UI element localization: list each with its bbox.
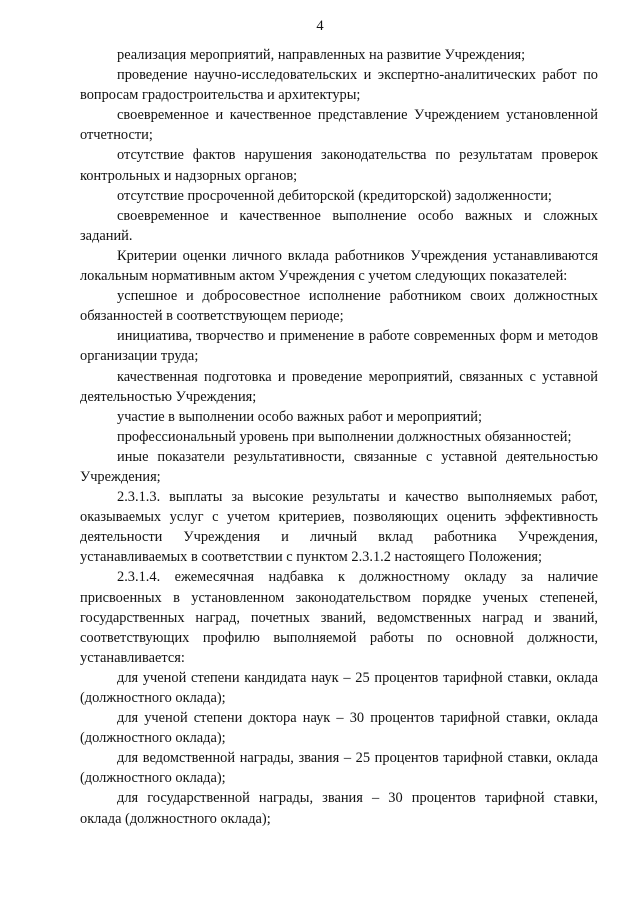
paragraph-7: Критерии оценки личного вклада работников Учреждения устанавливаются локальным нормативным актом Учреждения с учетом следующих показателей: xyxy=(80,247,598,285)
paragraph-12: профессиональный уровень при выполнении должностных обязанностей; xyxy=(117,428,572,445)
paragraph-6: своевременное и качественное выполнение особо важных и сложных заданий. xyxy=(80,207,598,244)
paragraph-17: для ученой степени доктора наук – 30 процентов тарифной ставки, оклада (должностного оклада); xyxy=(80,710,598,747)
paragraph-8: успешное и добросовестное исполнение работником своих должностных обязанностей в соответствующем периоде; xyxy=(80,288,598,325)
paragraph-2: проведение научно-исследовательских и экспертно-аналитических работ по вопросам градостроительства и архитектуры; xyxy=(80,67,598,104)
page-number: 4 xyxy=(316,18,324,34)
paragraph-15: 2.3.1.4. ежемесячная надбавка к должностному окладу за наличие присвоенных в установленном законодательством порядке ученых степеней, государственных наград, почетных званий, ведомственных наград и званий, соответствующих профилю выполняемой работы по основной должности, устанавливается: xyxy=(80,569,598,666)
paragraph-14: 2.3.1.3. выплаты за высокие результаты и качество выполняемых работ, оказываемых услуг с учетом критериев, позволяющих оценить эффективность деятельности Учреждения и личный вклад работника Учреждения, устанавливаемых в соответствии с пунктом 2.3.1.2 настоящего Положения; xyxy=(80,489,598,566)
paragraph-18: для ведомственной награды, звания – 25 процентов тарифной ставки, оклада (должностного оклада); xyxy=(80,750,598,787)
paragraph-5: отсутствие просроченной дебиторской (кредиторской) задолженности; xyxy=(117,187,552,204)
paragraph-10: качественная подготовка и проведение мероприятий, связанных с уставной деятельностью Учреждения; xyxy=(80,368,598,405)
paragraph-16: для ученой степени кандидата наук – 25 процентов тарифной ставки, оклада (должностного оклада); xyxy=(80,669,598,706)
paragraph-11: участие в выполнении особо важных работ и мероприятий; xyxy=(117,408,482,425)
paragraph-9: инициатива, творчество и применение в работе современных форм и методов организации труда; xyxy=(80,328,598,365)
paragraph-1: реализация мероприятий, направленных на развитие Учреждения; xyxy=(117,47,526,63)
paragraph-13: иные показатели результативности, связанные с уставной деятельностью Учреждения; xyxy=(80,448,598,485)
paragraph-4: отсутствие фактов нарушения законодательства по результатам проверок контрольных и надзорных органов; xyxy=(80,147,598,184)
paragraph-19: для государственной награды, звания – 30 процентов тарифной ставки, оклада (должностного оклада); xyxy=(80,790,598,827)
paragraph-3: своевременное и качественное представление Учреждением установленной отчетности; xyxy=(80,107,598,144)
document-body xyxy=(80,45,598,829)
